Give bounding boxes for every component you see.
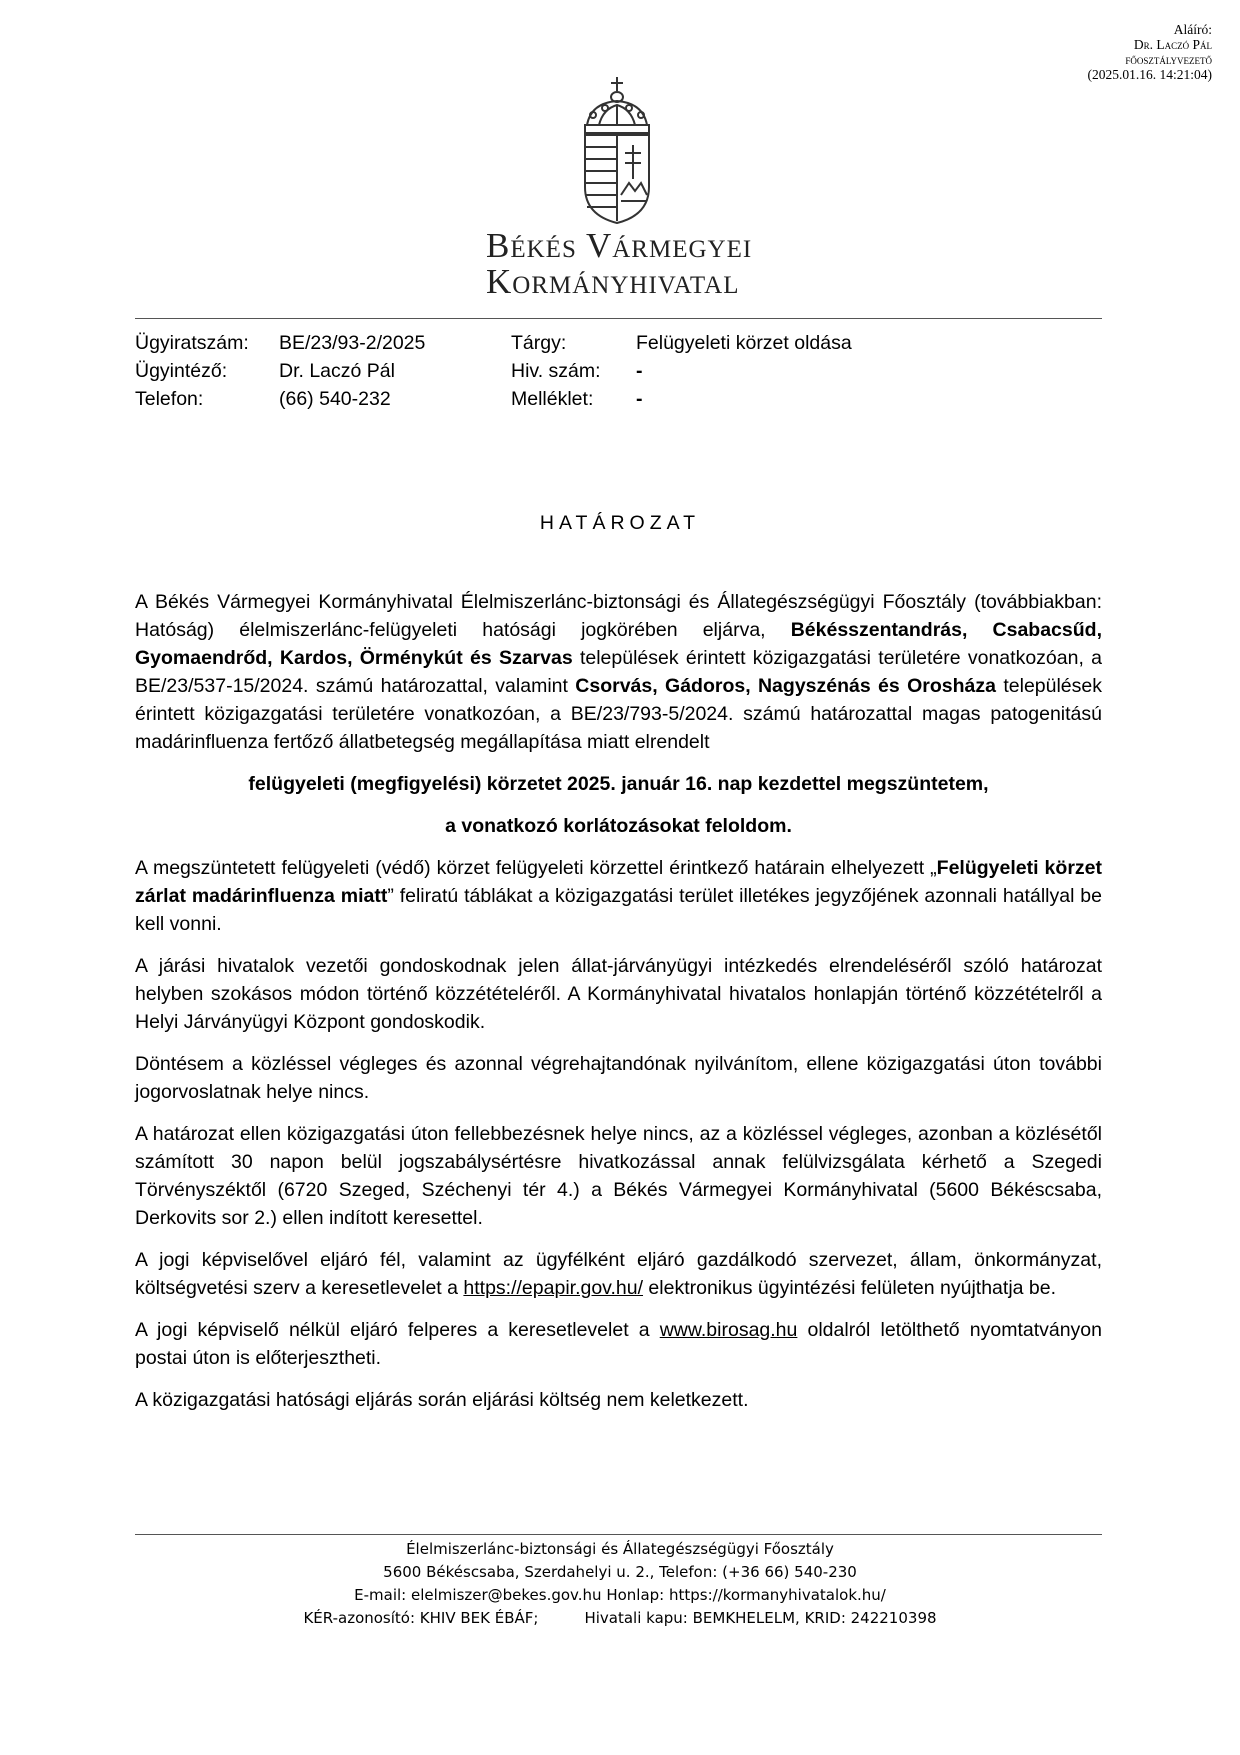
subject: Felügyeleti körzet oldása [636, 332, 852, 354]
case-number: BE/23/93-2/2025 [279, 332, 426, 354]
organization-logotype [486, 228, 752, 300]
decision-line-1: felügyeleti (megfigyelési) körzetet 2025. január 16. nap kezdettel megszüntetem, [248, 773, 989, 795]
header-divider [135, 318, 1102, 319]
text-run: ” feliratú táblákat a közigazgatási terület illetékes jegyzőjének azonnali hatállyal be kell vonni. [135, 885, 1102, 935]
paragraph-4: Döntésem a közléssel végleges és azonnal végrehajtandónak nyilvánítom, ellene közigazgatási úton további jogorvoslatnak helye nincs. [135, 1053, 1102, 1103]
attachment-label: Melléklet: [511, 388, 594, 410]
text-run: települések érintett közigazgatási területére vonatkozóan, a BE/23/793-5/2024. számú határozattal magas patogenitású madárinfluenza fertőző állatbetegség megállapítása miatt elrendelt [135, 675, 1102, 753]
text-run: A Békés Vármegyei Kormányhivatal Élelmiszerlánc-biztonsági és Állategészségügyi Főosztály (továbbiakban: Hatóság) élelmiszerlánc-felügyeleti hatósági jogkörében eljárva, [135, 591, 1102, 641]
case-officer-label: Ügyintéző: [135, 360, 228, 382]
document-title: HATÁROZAT [539, 512, 701, 534]
org-name-line1: Békés Vármegyei [486, 226, 753, 265]
sign-text: Felügyeleti körzet zárlat madárinfluenza miatt [135, 857, 1102, 907]
phone-label: Telefon: [135, 388, 204, 410]
paragraph-3: A járási hivatalok vezetői gondoskodnak jelen állat-járványügyi intézkedés elrendeléséről szóló határozat helyben szokásos módon történő közzétételéről. A Kormányhivatal hivatalos honlapján történő közzétételről a Helyi Járványügyi Központ gondoskodik. [135, 955, 1102, 1033]
settlements-list-2: Csorvás, Gádoros, Nagyszénás és Orosháza [575, 675, 996, 697]
decision-line-2: a vonatkozó korlátozásokat feloldom. [445, 815, 792, 837]
case-number-label: Ügyiratszám: [135, 332, 249, 354]
signer-title: főosztályvezető [1125, 52, 1212, 67]
reference-number: - [636, 360, 643, 382]
signature-timestamp: (2025.01.16. 14:21:04) [1087, 67, 1212, 82]
reference-number-label: Hiv. szám: [511, 360, 601, 382]
attachment: - [636, 388, 643, 410]
paragraph-6 [135, 1246, 1102, 1302]
paragraph-7 [135, 1316, 1102, 1372]
birosag-link[interactable]: www.birosag.hu [659, 1319, 798, 1341]
signature-label: Aláíró: [1173, 22, 1212, 37]
org-name-line2: Kormányhivatal [486, 262, 740, 301]
paragraph-5: A határozat ellen közigazgatási úton fellebbezésnek helye nincs, az a közléssel végleges, azonban a közlésétől számított 30 napon belül jogszabálysértésre hivatkozással annak felülvizsgálata kérhető a Szegedi Törvényszéktől (6720 Szeged, Széchenyi tér 4.) a Békés Vármegyei Kormányhivatal (5600 Békéscsaba, Derkovits sor 2.) ellen indított keresettel. [135, 1123, 1102, 1229]
signer-name: Dr. Laczó Pál [1133, 37, 1212, 52]
paragraph-1 [135, 588, 1102, 756]
text-run: elektronikus ügyintézési felületen nyújthatja be. [643, 1277, 1057, 1299]
text-run: települések érintett közigazgatási területére vonatkozóan, a BE/23/537-15/2024. számú határozattal, valamint [135, 647, 1102, 697]
footer-ids [0, 1607, 1240, 1630]
document-body [135, 588, 1102, 1428]
text-run: A jogi képviselő nélkül eljáró felperes a keresetlevelet a [135, 1319, 660, 1341]
footer-divider [135, 1534, 1102, 1535]
footer-contact: E-mail: elelmiszer@bekes.gov.hu Honlap: https://kormanyhivatalok.hu/ [354, 1586, 886, 1604]
text-run: A megszüntetett felügyeleti (védő) körzet felügyeleti körzettel érintkező határain elhelyezett „ [135, 857, 937, 879]
paragraph-2 [135, 854, 1102, 938]
ker-id: KÉR-azonosító: KHIV BEK ÉBÁF; [303, 1609, 539, 1627]
text-run: A jogi képviselővel eljáró fél, valamint az ügyfélként eljáró gazdálkodó szervezet, állam, önkormányzat, költségvetési szerv a keresetlevelet a [135, 1249, 1102, 1299]
footer [0, 1538, 1240, 1630]
settlements-list-1: Békésszentandrás, Csabacsűd, Gyomaendrőd, Kardos, Örménykút és Szarvas [135, 619, 1102, 669]
epapir-link[interactable]: https://epapir.gov.hu/ [463, 1277, 644, 1299]
paragraph-8: A közigazgatási hatósági eljárás során eljárási költség nem keletkezett. [135, 1389, 749, 1411]
case-officer: Dr. Laczó Pál [279, 360, 395, 382]
subject-label: Tárgy: [511, 332, 567, 354]
phone: (66) 540-232 [279, 388, 391, 410]
text-run: oldalról letölthető nyomtatványon postai úton is előterjesztheti. [135, 1319, 1103, 1369]
digital-signature-block [1088, 22, 1213, 82]
hivatali-kapu: Hivatali kapu: BEMKHELELM, KRID: 242210398 [584, 1609, 937, 1627]
coat-of-arms-icon [577, 75, 657, 225]
footer-address: 5600 Békéscsaba, Szerdahelyi u. 2., Telefon: (+36 66) 540-230 [383, 1563, 857, 1581]
footer-department: Élelmiszerlánc-biztonsági és Állategészségügyi Főosztály [406, 1540, 834, 1558]
